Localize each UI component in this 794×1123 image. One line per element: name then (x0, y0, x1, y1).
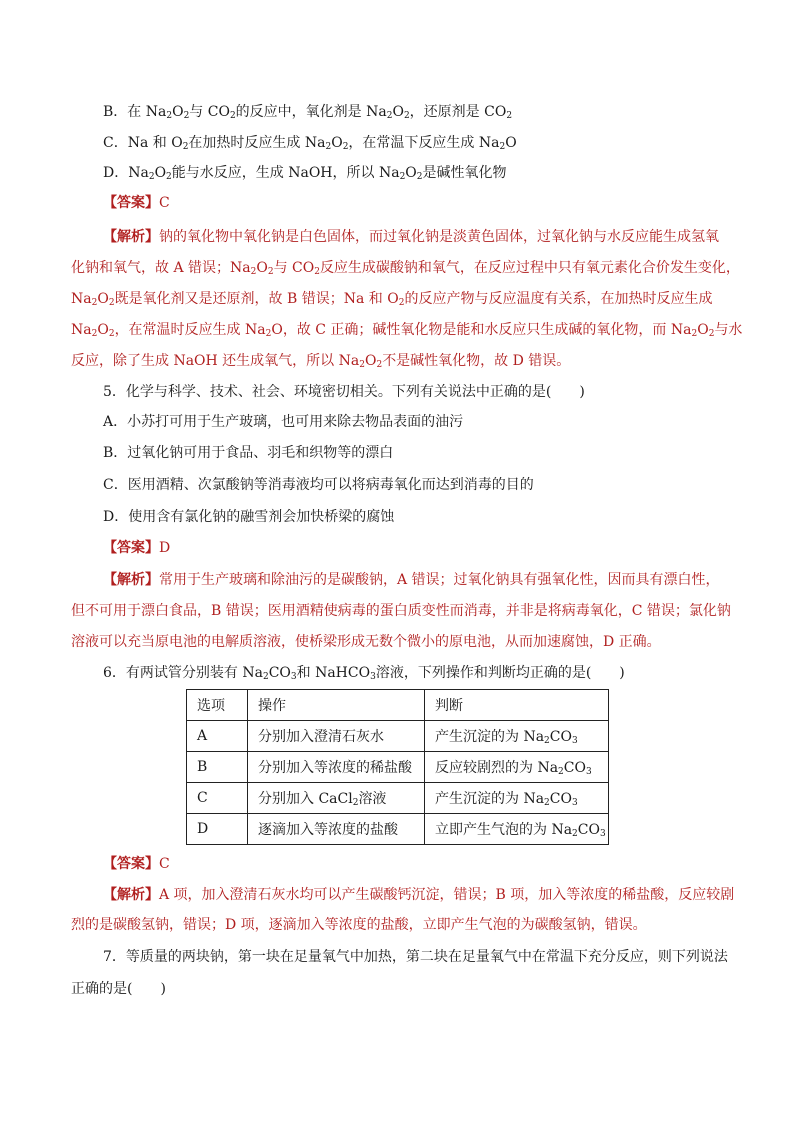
sub: 2 (166, 111, 173, 121)
q6-stem (103, 663, 625, 683)
sub: 2 (166, 172, 172, 182)
sub: 2 (544, 798, 550, 808)
sub: 2 (91, 298, 98, 308)
table-header: 选项 (187, 690, 248, 721)
text: 既是氧化剂又是还原剂，故 B 错误；Na 和 O (114, 291, 399, 307)
text: ，还原剂是 CO (409, 104, 507, 120)
sub: 3 (571, 798, 578, 808)
q4-explain-line-2 (71, 258, 740, 278)
text: 与 CO (189, 104, 230, 120)
text: ，在常温下反应生成 Na (348, 135, 500, 151)
explain-tag: 【解析】 (103, 229, 159, 245)
text: 反应，除了生成 NaOH 还生成氧气，所以 Na (71, 353, 360, 369)
table-row (187, 814, 609, 845)
sub: 2 (399, 172, 406, 182)
answer-value: C (159, 195, 170, 211)
text: CO (549, 791, 572, 807)
text: 常用于生产玻璃和除油污的是碳酸钠，A 错误；过氧化钠具有强氧化性，因而具有漂白性， (159, 572, 720, 588)
text: D．Na (103, 165, 149, 181)
text: 与 CO (273, 260, 315, 276)
sub: 2 (108, 329, 115, 339)
text: 6．有两试管分别装有 Na (103, 665, 263, 681)
text: 钠的氧化物中氧化钠是白色固体，而过氧化钠是淡黄色固体，过氧化钠与水反应能生成氢氧 (159, 229, 719, 245)
sub: 2 (267, 267, 274, 277)
q6-answer (103, 854, 170, 874)
q6-explain-line-2: 烈的是碳酸氢钠，错误；D 项，逐滴加入等浓度的盐酸，立即产生气泡的为碳酸氢钠，错误。 (71, 917, 647, 933)
sub: 2 (708, 329, 715, 339)
table-cell (248, 783, 425, 814)
sub: 2 (262, 672, 269, 682)
text: O (697, 322, 709, 338)
text: 反应较剧烈的为 Na (435, 760, 559, 776)
sub: 3 (571, 736, 578, 746)
sub: 2 (544, 736, 550, 746)
sub: 2 (691, 329, 698, 339)
q5-explain-line-1 (103, 570, 720, 590)
text: 与水 (714, 322, 743, 338)
text: 立即产生气泡的为 Na (435, 822, 573, 838)
sub: 2 (499, 142, 506, 152)
text: CO (563, 760, 586, 776)
answer-tag: 【答案】 (103, 856, 159, 872)
text: 是碱性氧化物 (422, 165, 507, 181)
sub: 2 (265, 329, 272, 339)
q6-explain-line-1 (103, 885, 734, 905)
text: CO (577, 822, 600, 838)
table-header: 操作 (248, 690, 425, 721)
q4-explain-line-5 (71, 351, 570, 371)
q4-explain-line-1 (103, 227, 719, 247)
q5-stem: 5．化学与科学、技术、社会、环境密切相关。下列有关说法中正确的是( ) (103, 384, 585, 400)
q4-answer (103, 193, 170, 213)
table-cell: 逐滴加入等浓度的盐酸 (248, 814, 425, 845)
table-cell: C (187, 783, 248, 814)
text: Na (71, 322, 92, 338)
text: A 项，加入澄清石灰水均可以产生碳酸钙沉淀，错误；B 项，加入等浓度的稀盐酸，反应较剧 (159, 887, 735, 903)
sub: 2 (386, 111, 393, 121)
text: O (331, 135, 343, 151)
text: CO (268, 665, 291, 681)
text: 的反应产物与反应温度有关系，在加热时反应生成 (404, 291, 713, 307)
table-row (187, 721, 609, 752)
text: ，在常温时反应生成 Na (114, 322, 266, 338)
q4-option-d (103, 163, 507, 183)
text: 的反应中，氧化剂是 Na (235, 104, 387, 120)
text: 分别加入 CaCl (258, 791, 353, 807)
sub: 2 (376, 360, 383, 370)
text: 能与水反应，生成 NaOH，所以 Na (171, 165, 400, 181)
text: 产生沉淀的为 Na (435, 791, 545, 807)
q5-option-b: B．过氧化钠可用于食品、羽毛和织物等的漂白 (103, 445, 394, 461)
q7-stem-line-1: 7．等质量的两块钠，第一块在足量氧气中加热，第二块在足量氧气中在常温下充分反应，则下列说法 (103, 949, 728, 965)
sub: 2 (572, 829, 578, 839)
sub: 2 (403, 111, 410, 121)
answer-tag: 【答案】 (103, 195, 159, 211)
explain-tag: 【解析】 (103, 572, 159, 588)
text: 产生沉淀的为 Na (435, 729, 545, 745)
table-cell: 分别加入等浓度的稀盐酸 (248, 752, 425, 783)
sub: 3 (585, 767, 592, 777)
table-cell: B (187, 752, 248, 783)
table-cell: 分别加入澄清石灰水 (248, 721, 425, 752)
text: O (97, 291, 109, 307)
sub: 3 (599, 829, 606, 839)
table-cell (425, 721, 609, 752)
text: 在加热时反应生成 Na (188, 135, 326, 151)
text: O (256, 260, 268, 276)
text: 和 NaHCO (296, 665, 371, 681)
sub: 2 (558, 767, 564, 777)
sub: 2 (108, 298, 115, 308)
text: O (405, 165, 417, 181)
answer-value: C (159, 856, 170, 872)
q5-explain-line-3: 溶液可以充当原电池的电解质溶液，使桥梁形成无数个微小的原电池，从而加速腐蚀，D 正确。 (71, 634, 661, 650)
text: CO (549, 729, 572, 745)
sub: 3 (370, 672, 376, 682)
q4-option-c (103, 133, 517, 153)
q5-answer (103, 538, 170, 558)
q5-option-c: C．医用酒精、次氯酸钠等消毒液均可以将病毒氧化而达到消毒的目的 (103, 477, 534, 493)
sub: 2 (182, 142, 189, 152)
answer-tag: 【答案】 (103, 540, 159, 556)
sub: 3 (290, 672, 297, 682)
q5-explain-line-2: 但不可用于漂白食品，B 错误；医用酒精使病毒的蛋白质变性而消毒，并非是将病毒氧化，C 错误；氯化钠 (71, 603, 731, 619)
text: O (97, 322, 109, 338)
table-row (187, 752, 609, 783)
text: Na (71, 291, 92, 307)
text: 溶液，下列操作和判断均正确的是( ) (375, 665, 625, 681)
sub: 2 (359, 360, 365, 370)
q4-explain-line-3 (71, 289, 712, 309)
sub: 2 (398, 298, 405, 308)
sub: 2 (229, 111, 236, 121)
sub: 2 (342, 142, 349, 152)
table-cell (425, 783, 609, 814)
text: 化钠和氧气，故 A 错误；Na (71, 260, 251, 276)
q6-options-table (186, 689, 609, 845)
text: O (364, 353, 377, 369)
explain-tag: 【解析】 (103, 887, 159, 903)
text: 溶液 (358, 791, 387, 807)
answer-value: D (159, 540, 171, 556)
text: O (505, 135, 517, 151)
text: B．在 Na (103, 104, 167, 120)
text: O，故 C 正确；碱性氧化物是能和水反应只生成碱的氧化物，而 Na (271, 322, 692, 338)
table-header: 判断 (425, 690, 609, 721)
text: O (154, 165, 167, 181)
table-header-row (187, 690, 609, 721)
sub: 2 (91, 329, 98, 339)
text: O (172, 104, 184, 120)
table-row (187, 783, 609, 814)
table-cell: D (187, 814, 248, 845)
q5-option-a: A．小苏打可用于生产玻璃，也可用来除去物品表面的油污 (103, 414, 464, 430)
text: O (392, 104, 404, 120)
sub: 2 (352, 798, 359, 808)
sub: 2 (250, 267, 257, 277)
sub: 2 (148, 172, 155, 182)
table-cell (425, 814, 609, 845)
q4-explain-line-4 (71, 320, 742, 340)
text: C．Na 和 O (103, 135, 183, 151)
text: 不是碱性氧化物，故 D 错误。 (382, 353, 571, 369)
q4-option-b (103, 102, 512, 122)
sub: 2 (314, 267, 320, 277)
sub: 2 (506, 111, 513, 121)
sub: 2 (325, 142, 332, 152)
table-cell (425, 752, 609, 783)
sub: 2 (183, 111, 190, 121)
text: 反应生成碳酸钠和氧气，在反应过程中只有氧元素化合价发生变化， (319, 260, 740, 276)
q5-option-d: D．使用含有氯化钠的融雪剂会加快桥梁的腐蚀 (103, 509, 395, 525)
table-cell: A (187, 721, 248, 752)
sub: 2 (416, 172, 423, 182)
q7-stem-line-2: 正确的是( ) (71, 981, 166, 997)
